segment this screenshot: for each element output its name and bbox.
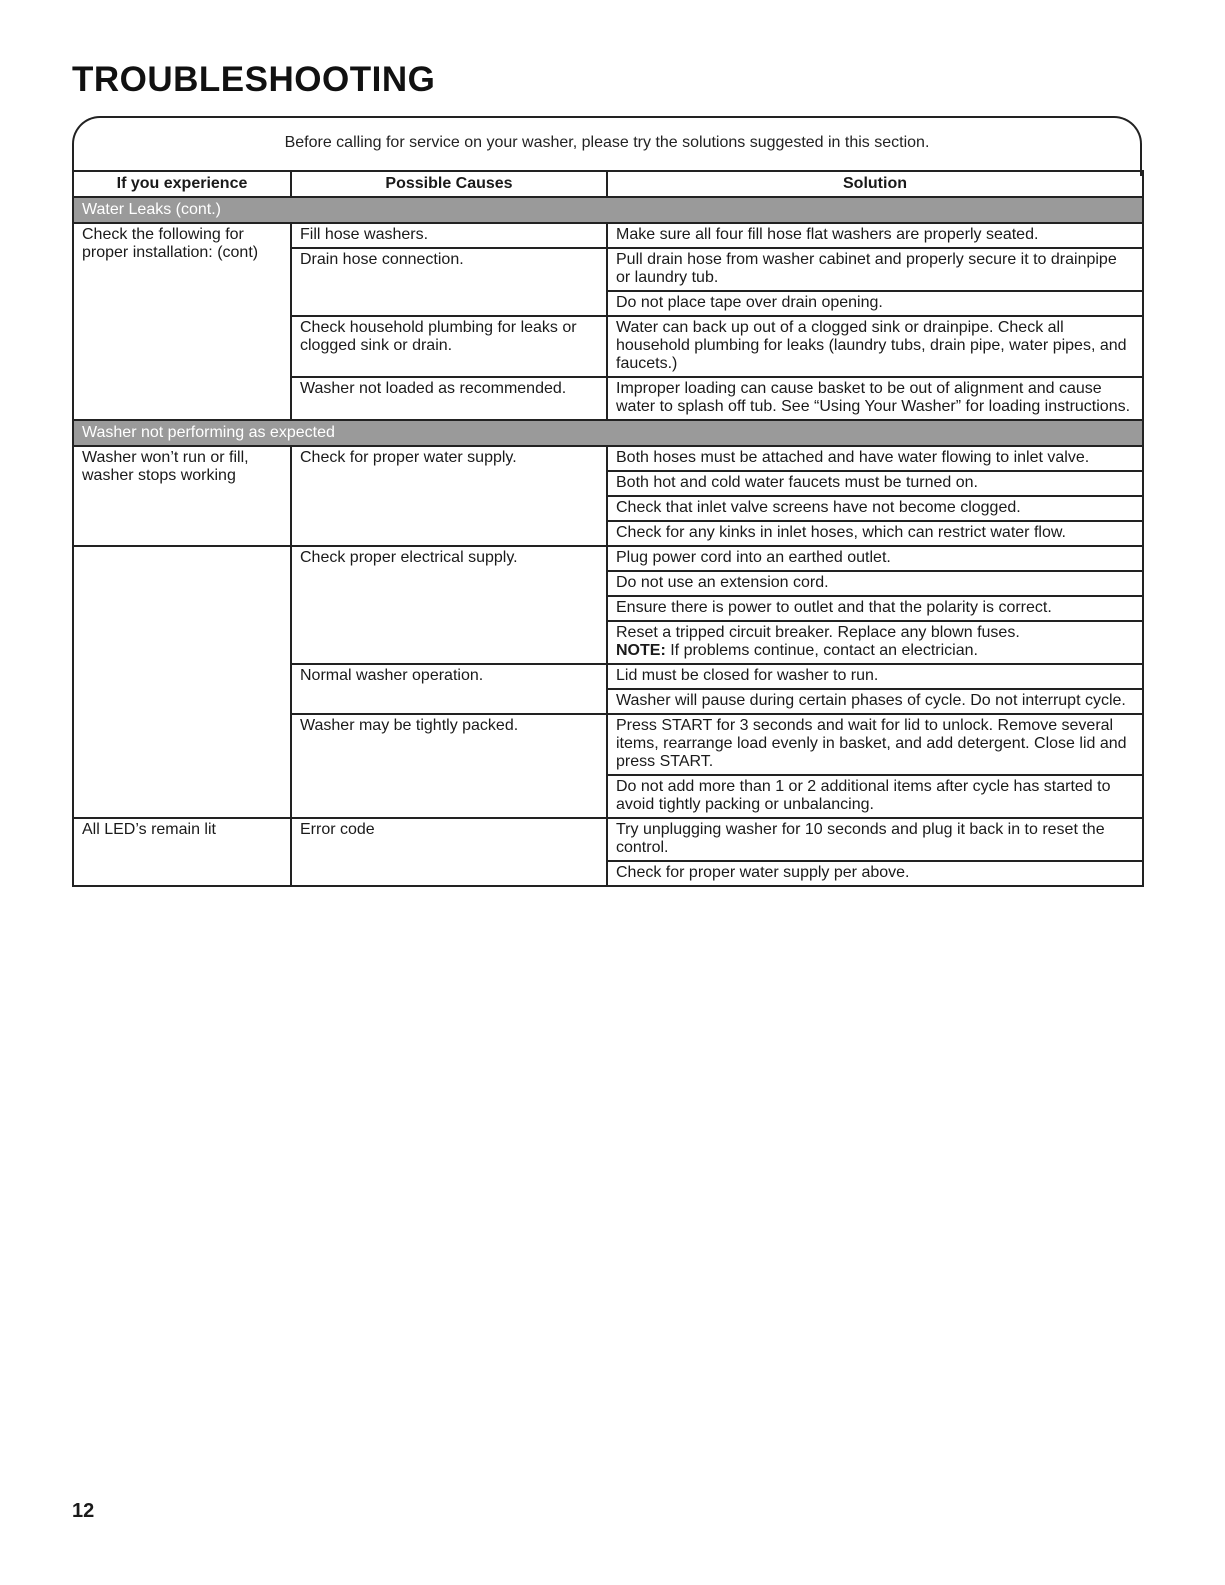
solution-cell: Both hoses must be attached and have water flowing to inlet valve. [607,446,1143,471]
solution-cell: Both hot and cold water faucets must be turned on. [607,471,1143,496]
solution-cell [607,621,1143,664]
page-number: 12 [72,1500,95,1522]
solution-cell: Do not place tape over drain opening. [607,291,1143,316]
solution-cell: Improper loading can cause basket to be out of alignment and cause water to splash off tub. See “Using Your Washer” for loading instructions. [607,377,1143,420]
experience-cell: All LED’s remain lit [73,818,291,886]
header-causes: Possible Causes [291,171,607,197]
table-row [73,818,1143,861]
cause-cell: Check for proper water supply. [291,446,607,546]
solution-cell: Check for proper water supply per above. [607,861,1143,886]
section-water-leaks: Water Leaks (cont.) [73,197,1143,223]
solution-cell: Pull drain hose from washer cabinet and properly secure it to drainpipe or laundry tub. [607,248,1143,291]
solution-cell: Plug power cord into an earthed outlet. [607,546,1143,571]
solution-cell: Make sure all four fill hose flat washers are properly seated. [607,223,1143,248]
table-header-row [73,171,1143,197]
table-row [73,223,1143,248]
cause-cell: Washer may be tightly packed. [291,714,607,818]
solution-cell: Washer will pause during certain phases of cycle. Do not interrupt cycle. [607,689,1143,714]
cause-cell: Drain hose connection. [291,248,607,316]
header-solution: Solution [607,171,1143,197]
section-not-performing: Washer not performing as expected [73,420,1143,446]
experience-cell-empty [73,546,291,818]
solution-cell: Press START for 3 seconds and wait for lid to unlock. Remove several items, rearrange load evenly in basket, and add detergent. Close lid and press START. [607,714,1143,775]
cause-cell: Check proper electrical supply. [291,546,607,664]
solution-cell: Do not use an extension cord. [607,571,1143,596]
note-text: If problems continue, contact an electrician. [670,642,978,659]
page-title: TROUBLESHOOTING [72,60,436,99]
intro-text: Before calling for service on your washer, please try the solutions suggested in this section. [284,134,930,151]
solution-cell: Ensure there is power to outlet and that the polarity is correct. [607,596,1143,621]
section-row [73,420,1143,446]
solution-cell: Check that inlet valve screens have not become clogged. [607,496,1143,521]
experience-cell: Check the following for proper installation: (cont) [73,223,291,420]
solution-cell: Check for any kinks in inlet hoses, which can restrict water flow. [607,521,1143,546]
troubleshooting-table [72,170,1144,887]
header-experience: If you experience [73,171,291,197]
solution-cell: Do not add more than 1 or 2 additional items after cycle has started to avoid tightly packing or unbalancing. [607,775,1143,818]
cause-cell: Normal washer operation. [291,664,607,714]
cause-cell: Check household plumbing for leaks or clogged sink or drain. [291,316,607,377]
solution-cell: Try unplugging washer for 10 seconds and plug it back in to reset the control. [607,818,1143,861]
experience-cell: Washer won’t run or fill, washer stops working [73,446,291,546]
solution-cell: Lid must be closed for washer to run. [607,664,1143,689]
solution-text: Reset a tripped circuit breaker. Replace any blown fuses. [616,624,1020,641]
table-row [73,446,1143,471]
cause-cell: Washer not loaded as recommended. [291,377,607,420]
cause-cell: Fill hose washers. [291,223,607,248]
table-row [73,546,1143,571]
note-label: NOTE: [616,642,666,659]
solution-cell: Water can back up out of a clogged sink or drainpipe. Check all household plumbing for leaks (laundry tubs, drain pipe, water pipes, and faucets.) [607,316,1143,377]
section-row [73,197,1143,223]
cause-cell: Error code [291,818,607,886]
